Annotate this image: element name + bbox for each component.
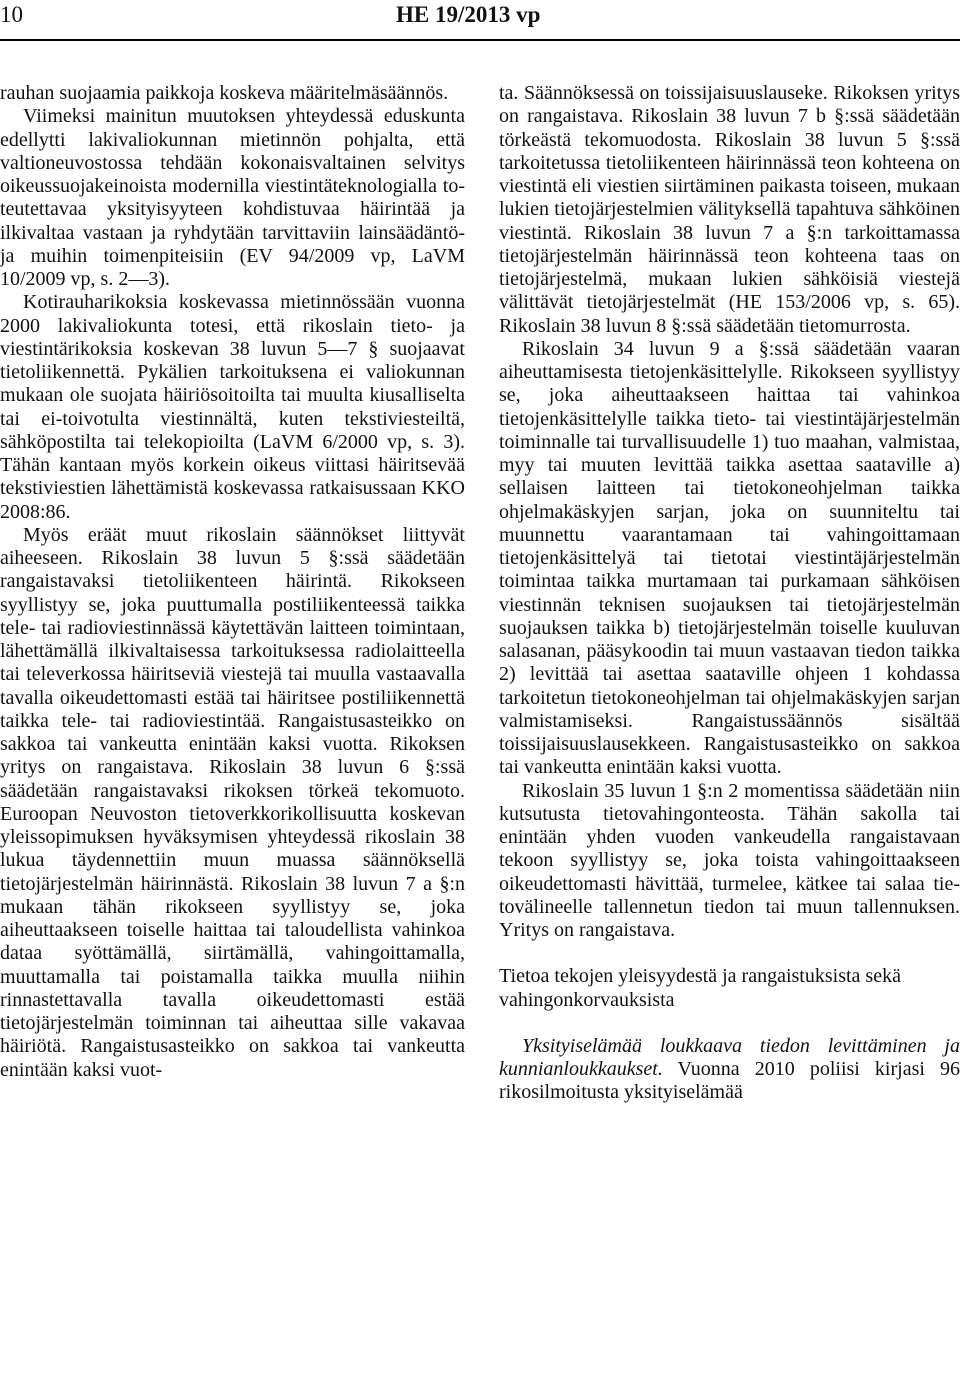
page-number: 10 [0,2,23,27]
paragraph-text: Vuonna 2010 poliisi kirjasi 96 rikosilmoitusta yksityiselämää [499,1058,960,1104]
paragraph: Rikoslain 35 luvun 1 §:n 2 momentissa säädetään niin kutsutusta tietovahingonteosta. Tähän sakolla tai enintään yhden vuoden vankeudella rangaistavaan tekoon syyllistyy se, joka toista vahingoittaakseen oikeudettomasti hävittää, turmelee, kätkee tai salaa tietovälineelle tallennetun tiedon tai muun tallennuksen. Yritys on rangaistava. [499,779,960,941]
document-id: HE 19/2013 vp [396,2,541,27]
section-heading: Tietoa tekojen yleisyydestä ja rangaistuksista sekä vahingonkorvauksista [499,965,901,1011]
paragraph: Rikoslain 34 luvun 9 a §:ssä säädetään vaaran aiheuttamisesta tietojenkäsittelylle. Rikokseen syyllistyy se, joka aiheuttaakseen haittaa tai vahinkoa tietojenkäsittelylle taikka tieto- tai viestintäjärjestelmän toiminnalle tai turvallisuudelle 1) tuo maahan, valmistaa, myy tai muuten levittää taikka asettaa saataville a) sellaisen laitteen tai tietokoneohjelman taikka ohjelmakäskyjen sarjan, joka on suunniteltu tai muunnettu vaarantamaan tai vahingoittamaan tietojenkäsittelyä tai tietotai viestintäjärjestelmän toimintaa taikka murtamaan tai purkamaan sähköisen viestinnän teknisen suojauksen tai tietojärjestelmän suojauksen taikka b) tietojärjestelmän toiselle kuuluvan salasanan, pääsykoodin tai muun vastaavan tiedon taikka 2) levittää tai asettaa saataville ohjeen 1 kohdassa tarkoitetun tietokoneohjelman tai ohjelmakäskyjen sarjan valmistamiseksi. Rangaistussäännös sisältää toissijaisuuslausekkeen. Rangaistusasteikko on sakkoa tai vankeutta enintään kaksi vuotta. [499,337,960,779]
paragraph: rauhan suojaamia paikkoja koskeva määritelmäsäännös. [0,82,449,104]
header-divider [0,39,960,41]
paragraph: Myös eräät muut rikoslain säännökset liittyvät aiheeseen. Rikoslain 38 luvun 5 §:ssä säädetään rangaistavaksi tietoliikenteen häirintä. Rikokseen syyllistyy se, joka puuttumalla postiliikenteessä taikka tele- tai radioviestinnässä käytettävän laitteen toimintaan, lähettämällä ilkivaltaisessa tarkoituksessa radiolaitteella tai televerkossa häiritseviä viestejä tai muulla vastaavalla tavalla oikeudettomasti estää tai häiritsee postiliikennettä taikka tele- tai radioviestintää. Rangaistusasteikko on sakkoa tai vankeutta enintään kaksi vuotta. Rikoksen yritys on rangaistava. Rikoslain 38 luvun 6 §:ssä säädetään rangaistavaksi rikoksen törkeä tekomuoto. Euroopan Neuvoston tietoverkkorikollisuutta koskevan yleissopimuksen hyväksymisen yhteydessä rikoslain 38 lukua täydennettiin muun muassa säännöksellä tietojärjestelmän häirinnästä. Rikoslain 38 luvun 7 a §:n mukaan tähän rikokseen syyllistyy se, joka aiheuttaakseen toiselle haittaa tai taloudellista vahinkoa dataa syöttämällä, siirtämällä, vahingoittamalla, muuttamalla tai poistamalla taikka muulla niihin rinnastettavalla tavalla oikeudettomasti estää tietojärjestelmän toiminnan tai aiheuttaa sille vakavaa häiriötä. Rangaistusasteikko on sakkoa tai vankeutta enintään kaksi vuot- [0,523,465,1081]
italic-lead: Yksityiselämää loukkaava tiedon levittäminen ja kunnianloukkaukset. [499,1034,960,1080]
paragraph [499,1035,960,1105]
paragraph: ta. Säännöksessä on toissijaisuuslauseke. Rikoksen yritys on rangaistava. Rikoslain 38 luvun 7 b §:ssä säädetään törkeästä tekomuodosta. Rikoslain 38 luvun 5 §:ssä tarkoitetussa tietoliikenteen häirinnässä teon kohteena on viestintä eli viestien siirtäminen paikasta toiseen, mukaan lukien tietojärjestelmien välityksellä tapahtuva sähköinen viestintä. Rikoslain 38 luvun 7 a §:n tarkoittamassa tietojärjestelmän häirinnässä teon kohteena taas on tietojärjestelmä, mukaan lukien sähköisiä viestejä välittävät tietojärjestelmät (HE 153/2006 vp, s. 65). Rikoslain 38 luvun 8 §:ssä säädetään tietomurrosta. [499,82,960,337]
paragraph: Kotirauharikoksia koskevassa mietinnössään vuonna 2000 lakivaliokunta totesi, että rikoslain tieto- ja viestintärikoksia koskevan 38 luvun 5—7 § suojaavat tietoliikennettä. Pykälien tarkoituksena ei valiokunnan mukaan ole suojata häiriösoitoilta tai muulta kiusalliselta tai ei-toivotulta viestinnältä, kuten tekstiviesteiltä, sähköpostilta tai telekopioilta (LaVM 6/2000 vp, s. 3). Tähän kantaan myös korkein oikeus viittasi häiritsevää tekstiviestien lähettämistä koskevassa ratkaisussaan KKO 2008:86. [0,291,465,523]
right-column [499,82,960,1105]
paragraph: Viimeksi mainitun muutoksen yhteydessä eduskunta edellytti lakivaliokunnan mietinnön pohjalta, että valtioneuvostossa tehdään kokonaisvaltainen selvitys oikeussuojakeinoista modernilla viestintäteknologialla toteutettavaa yksityisyyteen kohdistuvaa häirintää ja ilkivaltaa vastaan ja ryhdytään tarvittaviin lainsäädäntö- ja muihin toimenpiteisiin (EV 94/2009 vp, LaVM 10/2009 vp, s. 2—3). [0,105,465,290]
left-column [0,82,465,1082]
